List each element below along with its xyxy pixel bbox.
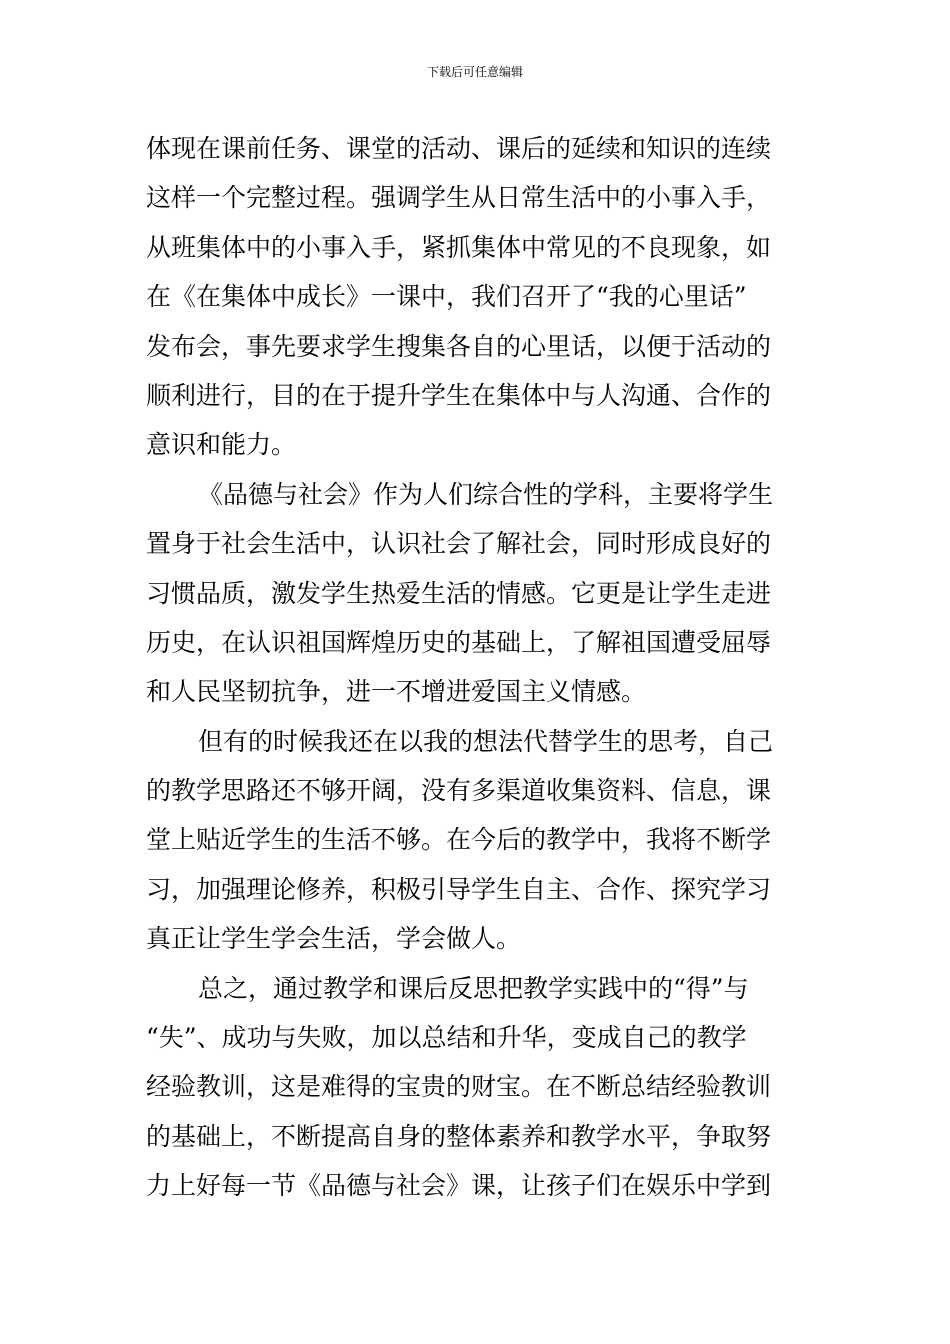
text-line: 从班集体中的小事入手，紧抓集体中常见的不良现象，如	[146, 232, 772, 262]
text-line: 体现在课前任务、课堂的活动、课后的延续和知识的连续	[146, 134, 772, 163]
paragraph	[146, 470, 806, 717]
text-line: 习惯品质，激发学生热爱生活的情感。它更是让学生走进	[146, 578, 772, 608]
text-line: 的基础上，不断提高自身的整体素养和教学水平，争取努	[146, 1121, 772, 1151]
header-note: 下载后可任意编辑	[426, 65, 523, 79]
text-line: 真正让学生学会生活，学会做人。	[146, 924, 522, 954]
text-line: 但有的时候我还在以我的想法代替学生的思考，自己	[198, 726, 774, 756]
text-line: 《品德与社会》作为人们综合性的学科，主要将学生	[198, 479, 774, 509]
text-line: 发布会，事先要求学生搜集各自的心里话，以便于活动的	[146, 331, 772, 361]
paragraph	[146, 124, 806, 470]
text-line: 的教学思路还不够开阔，没有多渠道收集资料、信息，课	[146, 776, 772, 806]
text-line: 经验教训，这是难得的宝贵的财宝。在不断总结经验教训	[146, 1072, 772, 1102]
text-line: 和人民坚韧抗争，进一不增进爱国主义情感。	[146, 677, 647, 707]
text-line: “失”、成功与失败，加以总结和升华，变成自己的教学	[146, 1023, 747, 1053]
text-line: 习，加强理论修养，积极引导学生自主、合作、探究学习	[146, 874, 772, 904]
paragraph	[146, 964, 806, 1211]
body-text	[146, 124, 806, 1211]
paragraph	[146, 717, 806, 964]
text-line: 顺利进行，目的在于提升学生在集体中与人沟通、合作的	[146, 380, 772, 410]
text-line: 这样一个完整过程。强调学生从日常生活中的小事入手，	[146, 183, 772, 213]
text-line: 力上好每一节《品德与社会》课，让孩子们在娱乐中学到	[146, 1171, 772, 1201]
text-line: 置身于社会生活中，认识社会了解社会，同时形成良好的	[146, 529, 772, 559]
text-line: 历史，在认识祖国辉煌历史的基础上，了解祖国遭受屈辱	[146, 627, 772, 657]
text-line: 意识和能力。	[146, 430, 297, 460]
text-line: 在《在集体中成长》一课中，我们召开了“我的心里话”	[146, 282, 747, 312]
text-line: 堂上贴近学生的生活不够。在今后的教学中，我将不断学	[146, 825, 772, 855]
text-line: 总之，通过教学和课后反思把教学实践中的“得”与	[198, 973, 749, 1003]
